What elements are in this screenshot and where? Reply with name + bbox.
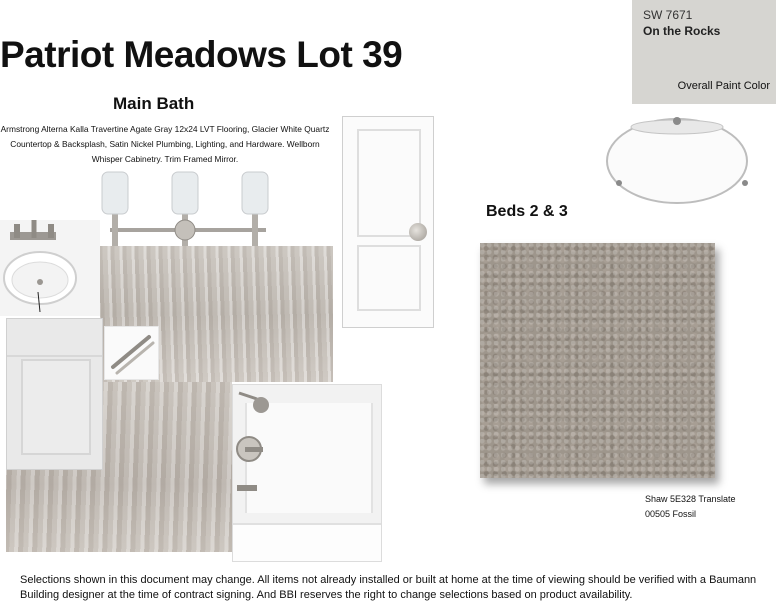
vanity-drawer [7,319,102,357]
cabinet-pull-image [104,326,159,380]
interior-door-image [342,116,434,328]
beds-heading: Beds 2 & 3 [486,203,568,220]
carpet-swatch [480,243,715,478]
carpet-caption [645,492,736,522]
door-lower-panel [357,245,421,311]
door-upper-panel [357,129,421,237]
vanity-door-panel [21,359,91,455]
door-knob [409,223,427,241]
main-bath-description: Armstrong Alterna Kalla Travertine Agate Gray 12x24 LVT Flooring, Glacier White Quartz Countertop & Backsplash, Satin Nickel Plumbing, Lighting, and Hardware. Wellborn Whisper Cabinetry. Trim Framed Mirror. [0,124,330,164]
paint-swatch [632,0,776,104]
page-title: Patriot Meadows Lot 39 [0,34,403,75]
carpet-caption-line1: Shaw 5E328 Translate [645,494,736,504]
main-bath-heading: Main Bath [113,94,195,113]
paint-name: On the Rocks [643,24,721,38]
disclaimer-text: Selections shown in this document may change. All items not already installed or built at home at the time of viewing should be verified with a Baumann Building designer at the time of contract signing. And BBI reserves the right to change selections based on product availability. [20,574,757,601]
tub-apron [233,523,381,561]
vanity-light-image [100,170,276,250]
paint-caption: Overall Paint Color [677,80,770,92]
vanity-cabinet-image [6,318,103,470]
paint-code: SW 7671 [643,8,693,22]
shower-tub-image [232,384,382,562]
sink-faucet-image [0,220,100,316]
carpet-caption-line2: 00505 Fossil [645,509,697,519]
ceiling-light-image [605,117,750,207]
